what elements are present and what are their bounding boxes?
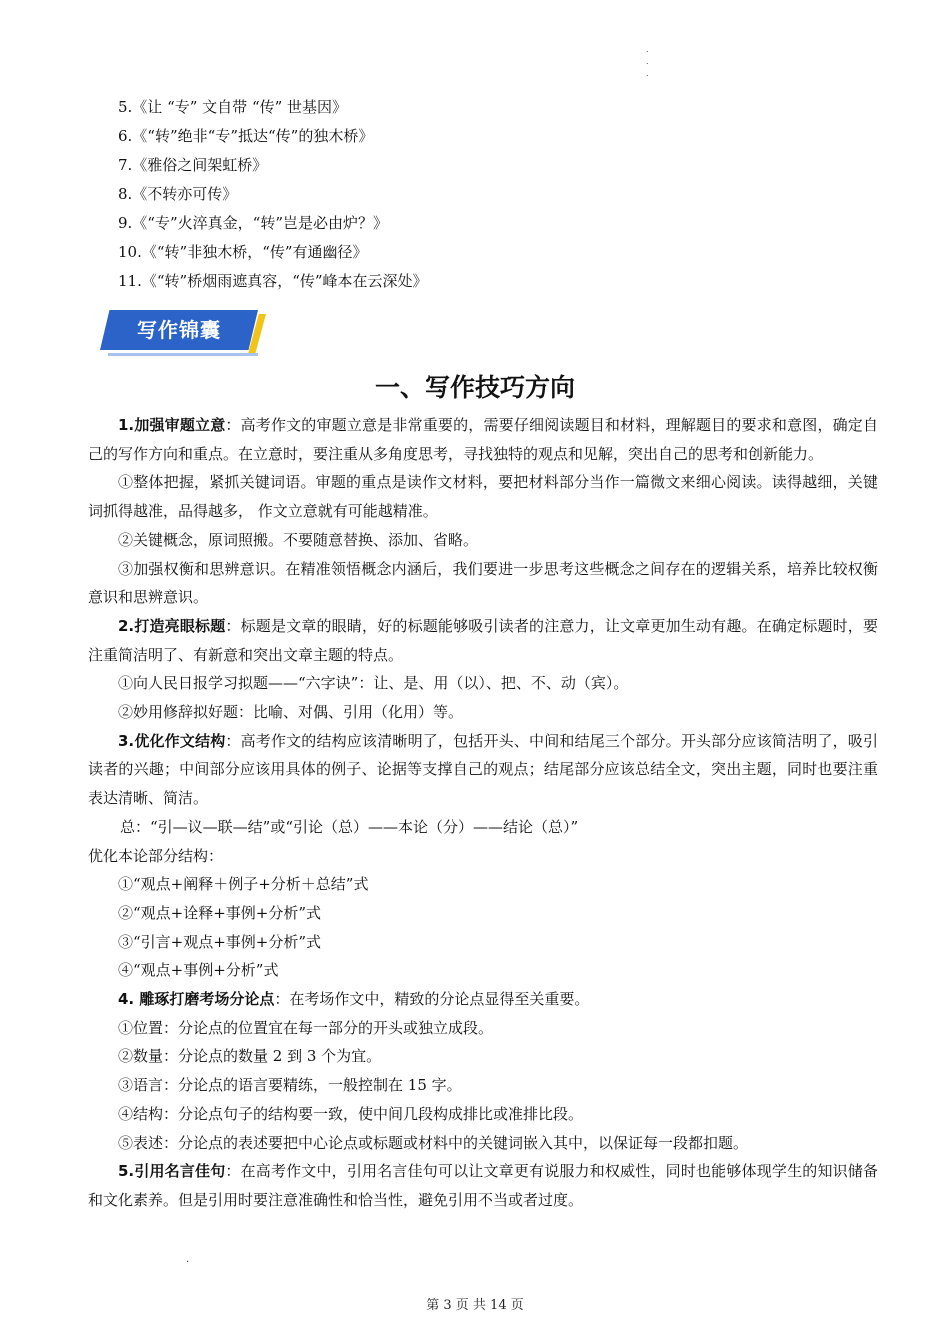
title-list	[118, 93, 838, 296]
paragraph: ⑤表述：分论点的表述要把中心论点或标题或材料中的关键词嵌入其中，以保证每一段都扣题。	[118, 1133, 749, 1152]
list-item: 10.《“转”非独木桥，“传”有通幽径》	[118, 243, 368, 261]
list-item: 7.《雅俗之间架虹桥》	[118, 156, 268, 174]
corner-dot: .	[646, 69, 649, 78]
paragraph: ①向人民日报学习拟题——“六字诀”：让、是、用（以）、把、不、动（宾）。	[118, 674, 629, 693]
section-heading: 一、写作技巧方向	[374, 373, 575, 402]
paragraph-s4	[88, 985, 878, 1014]
paragraph: ①“观点+阐释＋例子+分析＋总结”式	[118, 875, 369, 894]
paragraph-s3	[88, 727, 878, 813]
paragraph-lead: 5.引用名言佳句	[118, 1162, 226, 1181]
paragraph: ③语言：分论点的语言要精练，一般控制在 15 字。	[118, 1076, 462, 1095]
list-item: 9.《“专”火淬真金，“转”岂是必由炉？》	[118, 214, 388, 232]
paragraph-text: ：标题是文章的眼睛，好的标题能够吸引读者的注意力，让文章更加生动有趣。在确定标题时，要注重简洁明了、有新意和突出文章主题的特点。	[88, 616, 878, 664]
paragraph: ②关键概念，原词照搬。不要随意替换、添加、省略。	[118, 530, 479, 549]
paragraph-text: ：在考场作文中，精致的分论点显得至关重要。	[274, 990, 590, 1009]
list-item: 6.《“转”绝非“专”抵达“传”的独木桥》	[118, 127, 374, 145]
paragraph: 总：“引—议—联—结”或“引论（总）——本论（分）——结论（总）”	[120, 817, 579, 836]
paragraph-s1	[88, 411, 878, 468]
list-item: 5.《让 “专” 文自带 “传” 世基因》	[118, 98, 348, 116]
paragraph: ③“引言+观点+事例+分析”式	[118, 932, 322, 951]
page-number-footer: 第 3 页 共 14 页	[426, 1298, 524, 1313]
paragraph-s2	[88, 612, 878, 669]
paragraph: ②数量：分论点的数量 2 到 3 个为宜。	[118, 1047, 382, 1066]
corner-dot: .	[646, 57, 649, 66]
paragraph: ②妙用修辞拟好题：比喻、对偶、引用（化用）等。	[118, 703, 464, 722]
paragraph: ①位置：分论点的位置宜在每一部分的开头或独立成段。	[118, 1018, 494, 1037]
writing-tips-banner	[100, 310, 266, 356]
paragraph: ②“观点+诠释+事例+分析”式	[118, 903, 322, 922]
paragraph: 优化本论部分结构：	[88, 846, 224, 865]
paragraph-lead: 3.优化作文结构	[118, 731, 226, 750]
banner-underline	[108, 353, 258, 356]
paragraph: ①整体把握，紧抓关键词语。审题的重点是读作文材料，要把材料部分当作一篇微文来细心阅读。读得越细，关键词抓得越准，品得越多， 作文立意就有可能越精准。	[88, 473, 878, 521]
banner-label: 写作锦囊	[137, 318, 221, 342]
paragraph-s5	[88, 1157, 878, 1214]
paragraph-text: ：高考作文的审题立意是非常重要的，需要仔细阅读题目和材料，理解题目的要求和意图，确定自己的写作方向和重点。在立意时，要注重从多角度思考，寻找独特的观点和见解，突出自己的思考和创新能力。	[88, 416, 878, 463]
document-body	[88, 411, 878, 1215]
paragraph: ④“观点+事例+分析”式	[118, 961, 279, 980]
paragraph-text: ：在高考作文中，引用名言佳句可以让文章更有说服力和权威性，同时也能够体现学生的知识储备和文化素养。但是引用时要注意准确性和恰当性，避免引用不当或者过度。	[88, 1162, 878, 1209]
paragraph: ③加强权衡和思辨意识。在精准领悟概念内涵后，我们要进一步思考这些概念之间存在的逻辑关系，培养比较权衡意识和思辨意识。	[88, 559, 878, 607]
paragraph-text: ：高考作文的结构应该清晰明了，包括开头、中间和结尾三个部分。开头部分应该简洁明了，吸引读者的兴趣；中间部分应该用具体的例子、论据等支撑自己的观点；结尾部分应该总结全文，突出主题，同时也要注重表达清晰、简洁。	[88, 731, 878, 808]
corner-dot: .	[646, 45, 649, 54]
paragraph: ④结构：分论点句子的结构要一致，使中间几段构成排比或准排比段。	[118, 1104, 584, 1123]
list-item: 11.《“转”桥烟雨遮真容，“传”峰本在云深处》	[118, 272, 428, 290]
paragraph-lead: 4. 雕琢打磨考场分论点	[118, 990, 275, 1009]
paragraph-lead: 2.打造亮眼标题	[118, 616, 226, 635]
list-item: 8.《不转亦可传》	[118, 185, 238, 203]
corner-dots	[646, 44, 649, 80]
stray-dot: .	[186, 1254, 190, 1265]
paragraph-lead: 1.加强审题立意	[118, 416, 226, 434]
